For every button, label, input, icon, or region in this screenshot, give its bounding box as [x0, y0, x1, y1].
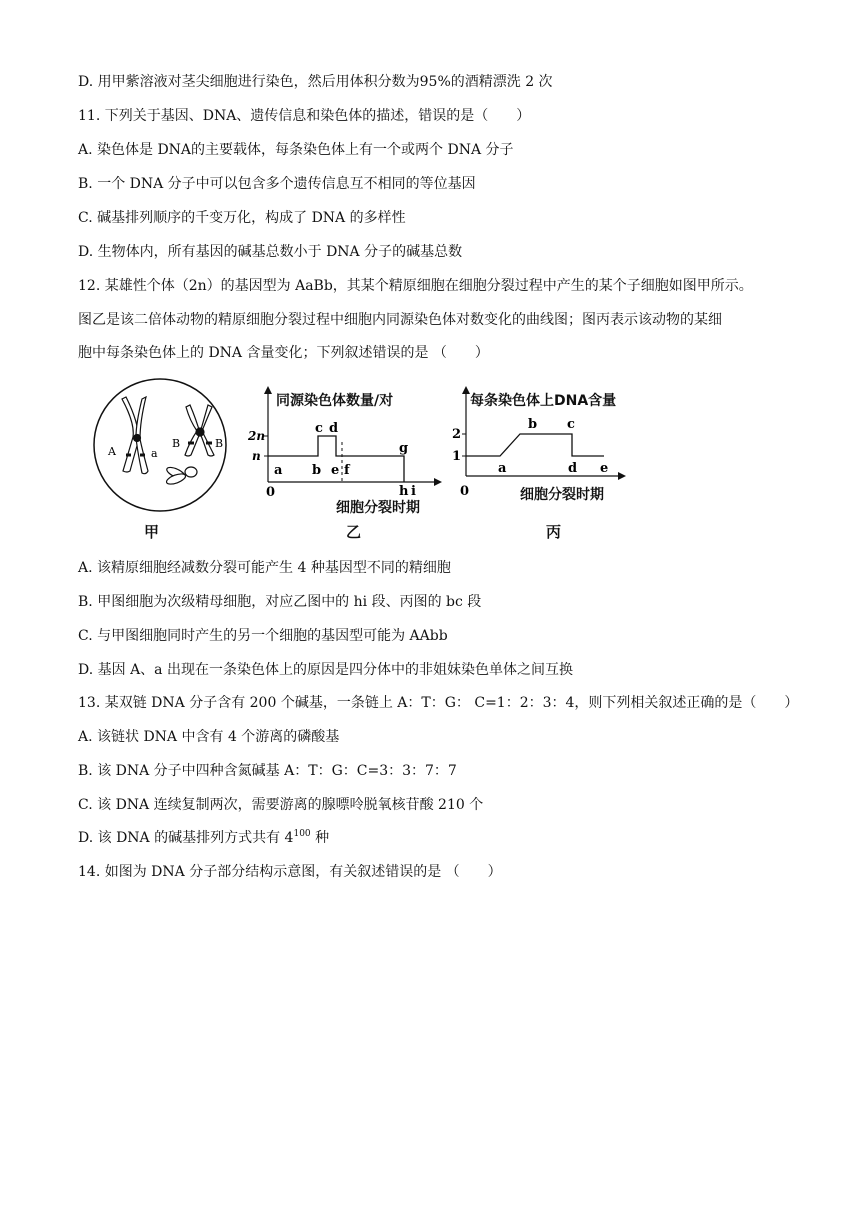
yi-origin: 0 — [266, 485, 276, 500]
caption-bing: 丙 — [546, 523, 562, 541]
caption-jia: 甲 — [144, 523, 160, 541]
gene-label-A: A — [108, 445, 116, 458]
q13-option-d — [78, 828, 329, 848]
yi-x-axis-label: 细胞分裂时期 — [336, 500, 420, 516]
polar-body — [165, 465, 197, 486]
yi-y-axis-label: 同源染色体数量/对 — [276, 393, 394, 409]
bing-y-tick-2: 2 — [452, 427, 462, 442]
q12-stem-line3: 胞中每条染色体上的 DNA 含量变化；下列叙述错误的是 （ ） — [78, 345, 489, 361]
q14-stem: 14. 如图为 DNA 分子部分结构示意图，有关叙述错误的是 （ ） — [78, 864, 502, 880]
bing-y-axis-label: 每条染色体上DNA含量 — [470, 393, 617, 409]
bing-x-axis-label: 细胞分裂时期 — [520, 487, 604, 503]
q12-stem-line1: 12. 某雄性个体（2n）的基因型为 AaBb，其某个精原细胞在细胞分裂过程中产生的某个子细胞如图甲所示。 — [78, 278, 753, 294]
yi-label-e: e — [331, 463, 340, 478]
q13-stem: 13. 某双链 DNA 分子含有 200 个碱基，一条链上 A：T：G： C=1：2：3：4，则下列相关叙述正确的是（ ） — [78, 695, 799, 711]
gene-label-B-left: B — [172, 437, 181, 450]
figure-yi — [244, 382, 444, 522]
q11-option-d: D. 生物体内，所有基因的碱基总数小于 DNA 分子的碱基总数 — [78, 244, 463, 260]
q12-option-d: D. 基因 A、a 出现在一条染色体上的原因是四分体中的非姐妹染色单体之间互换 — [78, 662, 573, 678]
q11-option-c: C. 碱基排列顺序的千变万化，构成了 DNA 的多样性 — [78, 210, 406, 226]
q12-stem-line2: 图乙是该二倍体动物的精原细胞分裂过程中细胞内同源染色体对数变化的曲线图；图丙表示该动物的某细 — [78, 312, 722, 328]
yi-label-i: i — [411, 484, 416, 499]
q13-option-d-suffix: 种 — [310, 830, 330, 846]
q13-option-c: C. 该 DNA 连续复制两次，需要游离的腺嘌呤脱氧核苷酸 210 个 — [78, 797, 484, 813]
gene-label-a: a — [151, 447, 158, 460]
q13-option-a: A. 该链状 DNA 中含有 4 个游离的磷酸基 — [78, 729, 340, 745]
figure-bing — [448, 382, 648, 522]
bing-label-a: a — [498, 461, 507, 476]
q12-option-b: B. 甲图细胞为次级精母细胞，对应乙图中的 hi 段、丙图的 bc 段 — [78, 594, 482, 610]
bing-label-d: d — [568, 461, 578, 476]
bing-label-e: e — [600, 461, 609, 476]
gene-label-B-right: B — [215, 437, 224, 450]
q12-option-a: A. 该精原细胞经减数分裂可能产生 4 种基因型不同的精细胞 — [78, 560, 451, 576]
bing-origin: 0 — [460, 484, 470, 499]
bing-label-b: b — [528, 417, 538, 432]
q13-option-b: B. 该 DNA 分子中四种含氮碱基 A：T：G：C=3：3：7：7 — [78, 763, 457, 779]
figure-jia — [90, 375, 230, 515]
yi-label-h: h — [399, 484, 409, 499]
yi-y-tick-n: n — [252, 449, 261, 463]
q11-stem: 11. 下列关于基因、DNA、遗传信息和染色体的描述，错误的是（ ） — [78, 108, 531, 124]
q11-option-b: B. 一个 DNA 分子中可以包含多个遗传信息互不相同的等位基因 — [78, 176, 476, 192]
q10-option-d: D. 用甲紫溶液对茎尖细胞进行染色，然后用体积分数为95%的酒精漂洗 2 次 — [78, 74, 553, 90]
caption-yi: 乙 — [346, 523, 362, 541]
yi-label-b: b — [312, 463, 322, 478]
yi-label-f: f — [344, 463, 350, 478]
q12-option-c: C. 与甲图细胞同时产生的另一个细胞的基因型可能为 AAbb — [78, 628, 448, 644]
yi-y-tick-2n: 2n — [248, 429, 266, 443]
q13-option-d-exponent: 100 — [293, 829, 311, 839]
bing-curve — [466, 434, 604, 456]
yi-label-c: c — [315, 421, 323, 436]
bing-y-tick-1: 1 — [452, 449, 462, 464]
q11-option-a: A. 染色体是 DNA的主要载体，每条染色体上有一个或两个 DNA 分子 — [78, 142, 514, 158]
q13-option-d-prefix: D. 该 DNA 的碱基排列方式共有 4 — [78, 830, 294, 846]
yi-label-g: g — [399, 441, 409, 456]
chromosome-left — [122, 397, 148, 474]
yi-label-d: d — [329, 421, 339, 436]
bing-label-c: c — [567, 417, 575, 432]
chromosome-right — [185, 405, 214, 456]
yi-label-a: a — [274, 463, 283, 478]
